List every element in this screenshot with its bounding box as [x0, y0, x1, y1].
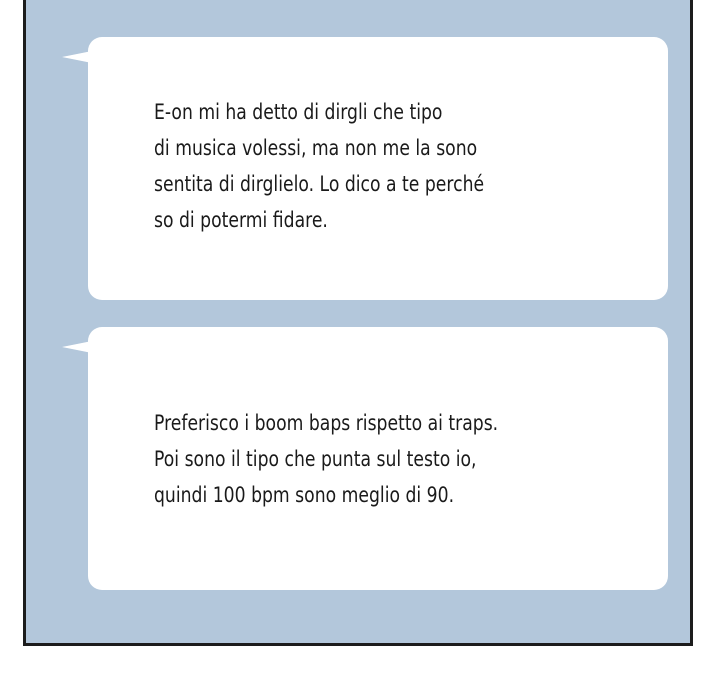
bubble-tail	[62, 341, 92, 353]
message-text: E-on mi ha detto di dirgli che tipo di musica volessi, ma non me la sono sentita di dirglielo. Lo dico a te perché so di potermi fidare.	[154, 100, 485, 232]
message-text: Preferisco i boom baps rispetto ai traps. Poi sono il tipo che punta sul testo io, quindi 100 bpm sono meglio di 90.	[154, 411, 499, 507]
chat-panel	[23, 0, 693, 646]
bubble-tail	[62, 51, 92, 63]
message-bubble	[88, 37, 668, 300]
message-bubble	[88, 327, 668, 590]
